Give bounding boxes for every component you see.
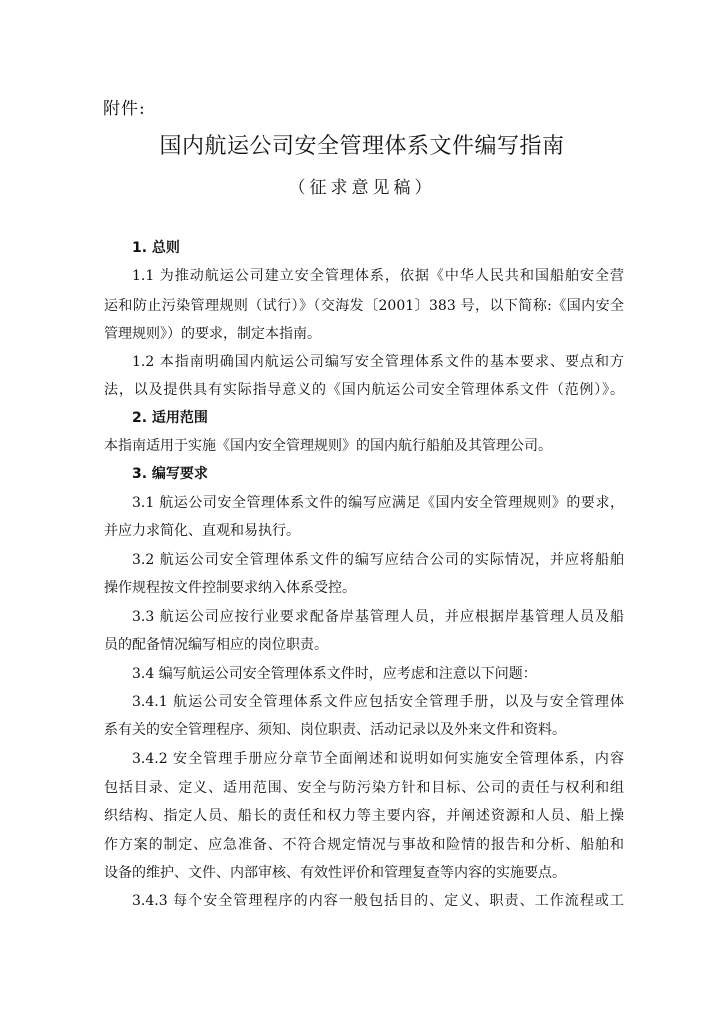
paragraph-line: 员的配备情况编写相应的岗位职责。 bbox=[104, 637, 328, 653]
paragraph-line: 并应力求简化、直观和易执行。 bbox=[104, 523, 300, 539]
paragraph-line: 织结构、指定人员、船长的责任和权力等主要内容，并阐述资源和人员、船上操 bbox=[104, 808, 624, 824]
paragraph-line: 1.2 本指南明确国内航运公司编写安全管理体系文件的基本要求、要点和方 bbox=[132, 354, 624, 370]
paragraph-line: 作方案的制定、应急准备、不符合规定情况与事故和险情的报告和分析、船舶和 bbox=[104, 837, 624, 853]
paragraph-line: 系有关的安全管理程序、须知、岗位职责、活动记录以及外来文件和资料。 bbox=[104, 722, 566, 738]
paragraph-line: 设备的维护、文件、内部审核、有效性评价和管理复查等内容的实施要点。 bbox=[104, 865, 566, 881]
attachment-label: 附件: bbox=[103, 99, 146, 119]
paragraph-line: 1.1 为推动航运公司建立安全管理体系，依据《中华人民共和国船舶安全营 bbox=[132, 268, 624, 284]
section-heading-requirements: 3. 编写要求 bbox=[132, 466, 208, 482]
paragraph-line: 3.3 航运公司应按行业要求配备岸基管理人员，并应根据岸基管理人员及船 bbox=[132, 609, 624, 625]
paragraph-line: 3.4.2 安全管理手册应分章节全面阐述和说明如何实施安全管理体系，内容 bbox=[132, 751, 624, 767]
paragraph-line: 法，以及提供具有实际指导意义的《国内航运公司安全管理体系文件（范例）》。 bbox=[104, 382, 624, 398]
document-subtitle: （征求意见稿） bbox=[288, 178, 436, 198]
paragraph-line: 3.1 航运公司安全管理体系文件的编写应满足《国内安全管理规则》的要求， bbox=[132, 495, 624, 511]
paragraph-line: 3.2 航运公司安全管理体系文件的编写应结合公司的实际情况，并应将船舶 bbox=[132, 552, 624, 568]
paragraph-line: 管理规则》）的要求，制定本指南。 bbox=[104, 326, 321, 342]
document-title: 国内航运公司安全管理体系文件编写指南 bbox=[159, 134, 565, 159]
paragraph-line: 本指南适用于实施《国内安全管理规则》的国内航行船舶及其管理公司。 bbox=[104, 438, 552, 454]
section-heading-general: 1. 总则 bbox=[132, 240, 180, 256]
paragraph-line: 3.4.3 每个安全管理程序的内容一般包括目的、定义、职责、工作流程或工 bbox=[132, 893, 624, 909]
paragraph-line: 3.4.1 航运公司安全管理体系文件应包括安全管理手册，以及与安全管理体 bbox=[132, 694, 624, 710]
paragraph-line: 3.4 编写航运公司安全管理体系文件时，应考虑和注意以下问题： bbox=[132, 666, 537, 682]
section-heading-scope: 2. 适用范围 bbox=[132, 410, 208, 426]
paragraph-line: 包括目录、定义、适用范围、安全与防污染方针和目标、公司的责任与权利和组 bbox=[104, 780, 624, 796]
paragraph-line: 运和防止污染管理规则（试行）》（交海发〔2001〕383 号，以下简称:《国内安全 bbox=[104, 298, 624, 314]
paragraph-line: 操作规程按文件控制要求纳入体系受控。 bbox=[104, 580, 356, 596]
